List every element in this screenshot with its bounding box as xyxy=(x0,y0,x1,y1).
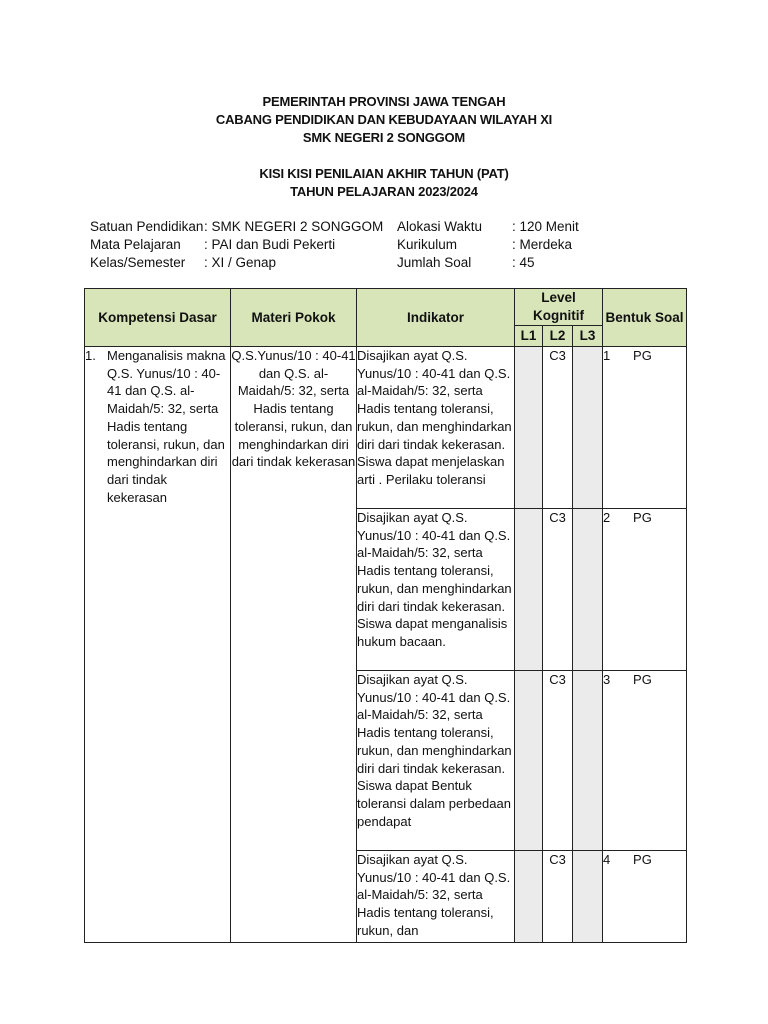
alokasi-value: : 120 Menit xyxy=(512,219,579,234)
alokasi-label: Alokasi Waktu xyxy=(397,219,483,234)
indikator-cell: Disajikan ayat Q.S. Yunus/10 : 40-41 dan Q.S. al-Maidah/5: 32, serta Hadis tentang toleransi, rukun, dan menghindarkan diri dari tindak kekerasan. Siswa dapat menjelaskan arti . Perilaku toleransi xyxy=(357,347,515,509)
level-l1-cell xyxy=(515,671,543,851)
question-number: 3 xyxy=(603,672,611,687)
header-kompetensi-dasar: Kompetensi Dasar xyxy=(85,289,231,347)
kurikulum-label: Kurikulum xyxy=(397,237,458,252)
level-l3-cell xyxy=(573,509,603,671)
heading-branch: CABANG PENDIDIKAN DAN KEBUDAYAAN WILAYAH XI xyxy=(215,112,553,127)
question-number: 4 xyxy=(603,852,611,867)
document-heading xyxy=(0,93,768,201)
jumlah-value: : 45 xyxy=(512,255,535,270)
header-l3: L3 xyxy=(573,326,603,347)
question-type: PG xyxy=(633,348,652,363)
header-bentuk-soal: Bentuk Soal xyxy=(603,289,687,347)
bentuk-soal-cell xyxy=(603,671,687,851)
bentuk-soal-cell xyxy=(603,851,687,943)
question-number: 2 xyxy=(603,510,611,525)
kd-number: 1. xyxy=(85,348,96,363)
level-l3-cell xyxy=(573,347,603,509)
kurikulum-value: : Merdeka xyxy=(512,237,573,252)
question-type: PG xyxy=(633,672,652,687)
indikator-cell: Disajikan ayat Q.S. Yunus/10 : 40-41 dan Q.S. al-Maidah/5: 32, serta Hadis tentang toleransi, rukun, dan xyxy=(357,851,515,943)
level-l2-cell: C3 xyxy=(543,347,573,509)
table-row xyxy=(85,347,687,509)
mapel-value: : PAI dan Budi Pekerti xyxy=(204,237,336,252)
level-l2-cell: C3 xyxy=(543,851,573,943)
level-l1-cell xyxy=(515,347,543,509)
level-l2-cell: C3 xyxy=(543,509,573,671)
bentuk-soal-cell xyxy=(603,509,687,671)
level-l1-cell xyxy=(515,509,543,671)
satuan-label: Satuan Pendidikan xyxy=(90,219,204,234)
question-type: PG xyxy=(633,852,652,867)
materi-pokok-cell: Q.S.Yunus/10 : 40-41 dan Q.S. al-Maidah/5: 32, serta Hadis tentang toleransi, rukun, dan menghindarkan diri dari tindak kekerasan xyxy=(231,347,357,943)
question-number: 1 xyxy=(603,348,611,363)
mapel-label: Mata Pelajaran xyxy=(90,237,181,252)
header-level-kognitif: Level Kognitif xyxy=(515,289,603,326)
kd-text: Menganalisis makna Q.S. Yunus/10 : 40-41 dan Q.S. al-Maidah/5: 32, serta Hadis tentang toleransi, rukun, dan menghindarkan diri dari tindak kekerasan xyxy=(107,348,226,505)
heading-school: SMK NEGERI 2 SONGGOM xyxy=(302,130,466,145)
kd-cell xyxy=(85,347,231,943)
level-l3-cell xyxy=(573,671,603,851)
header-materi-pokok: Materi Pokok xyxy=(231,289,357,347)
heading-doc-title: KISI KISI PENILAIAN AKHIR TAHUN (PAT) xyxy=(259,166,509,181)
indikator-cell: Disajikan ayat Q.S. Yunus/10 : 40-41 dan Q.S. al-Maidah/5: 32, serta Hadis tentang toleransi, rukun, dan menghindarkan diri dari tindak kekerasan. Siswa dapat Bentuk toleransi dalam perbedaan pendapat xyxy=(357,671,515,851)
level-l2-cell: C3 xyxy=(543,671,573,851)
kelas-value: : XI / Genap xyxy=(204,255,277,270)
header-l1: L1 xyxy=(515,326,543,347)
header-indikator: Indikator xyxy=(357,289,515,347)
kelas-label: Kelas/Semester xyxy=(90,255,186,270)
jumlah-label: Jumlah Soal xyxy=(397,255,472,270)
satuan-value: : SMK NEGERI 2 SONGGOM xyxy=(204,219,384,234)
heading-government: PEMERINTAH PROVINSI JAWA TENGAH xyxy=(262,94,506,109)
kisi-kisi-table xyxy=(84,288,687,943)
bentuk-soal-cell xyxy=(603,347,687,509)
heading-year: TAHUN PELAJARAN 2023/2024 xyxy=(290,184,478,199)
level-l3-cell xyxy=(573,851,603,943)
level-l1-cell xyxy=(515,851,543,943)
header-l2: L2 xyxy=(543,326,573,347)
question-type: PG xyxy=(633,510,652,525)
indikator-cell: Disajikan ayat Q.S. Yunus/10 : 40-41 dan Q.S. al-Maidah/5: 32, serta Hadis tentang toleransi, rukun, dan menghindarkan diri dari tindak kekerasan. Siswa dapat menganalisis hukum bacaan. xyxy=(357,509,515,671)
